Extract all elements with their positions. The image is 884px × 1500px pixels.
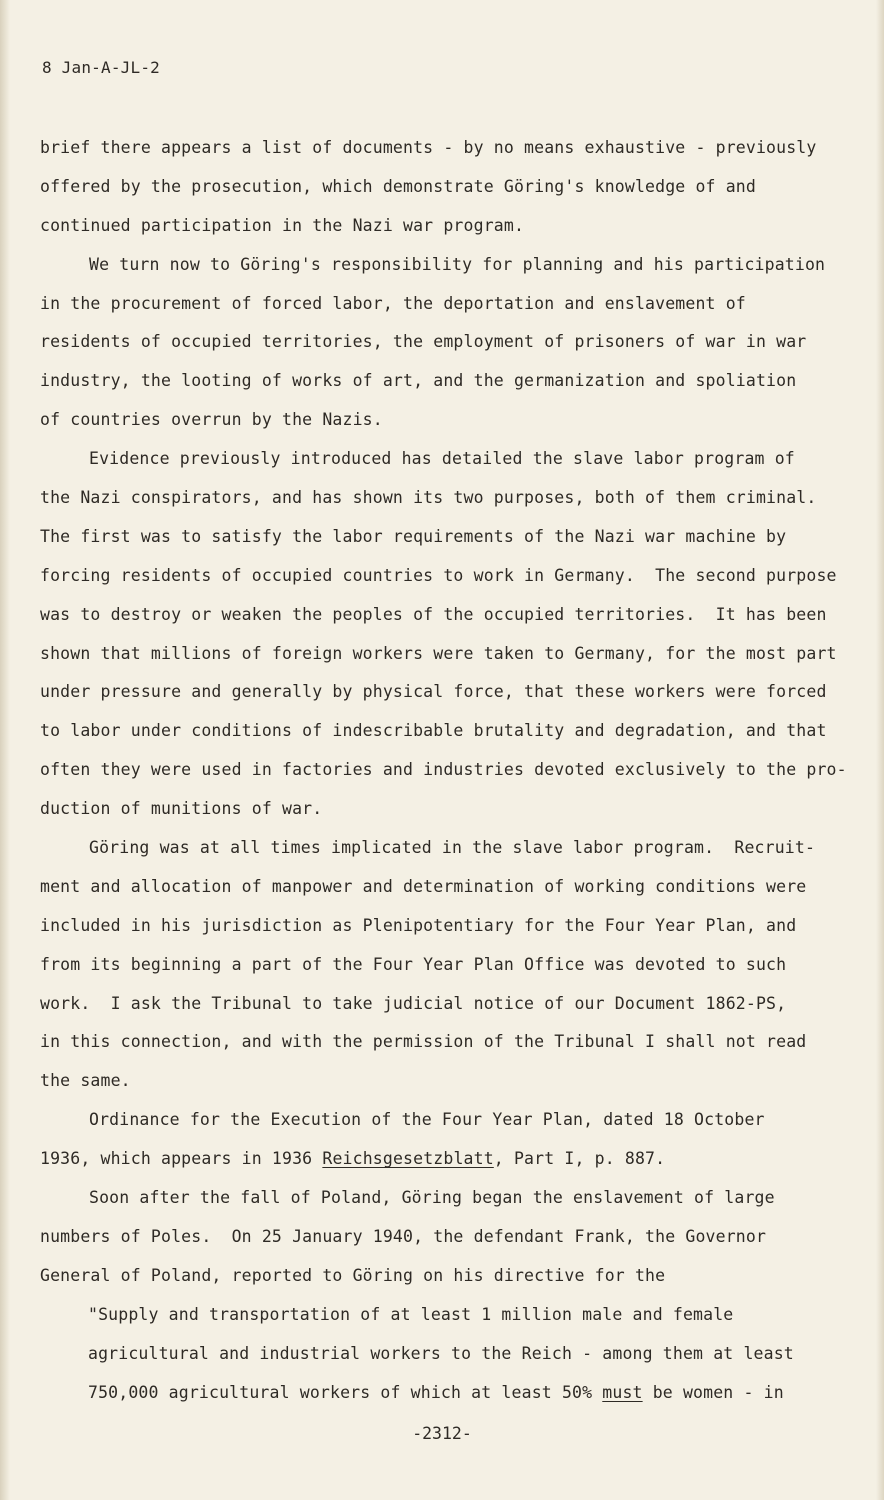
body-text: [40, 129, 847, 1412]
text-line: industry, the looting of works of art, and the germanization and spoliation: [40, 371, 797, 391]
page-number: -2312-: [412, 1424, 472, 1443]
text-line: in the procurement of forced labor, the deportation and enslavement of: [40, 293, 746, 313]
text-line: the Nazi conspirators, and has shown its two purposes, both of them criminal.: [40, 488, 817, 508]
text-line: We turn now to Göring's responsibility for planning and his participation: [89, 254, 826, 274]
text-line: forcing residents of occupied countries to work in Germany. The second purpose: [40, 565, 837, 585]
quote-line: agricultural and industrial workers to the Reich - among them at least: [88, 1343, 794, 1363]
text-line: numbers of Poles. On 25 January 1940, the defendant Frank, the Governor: [40, 1226, 767, 1246]
document-id: 8 Jan-A-JL-2: [42, 58, 160, 77]
text-line: Göring was at all times implicated in the slave labor program. Recruit-: [89, 838, 816, 858]
text-segment: , Part I, p. 887.: [493, 1149, 666, 1169]
text-line: in this connection, and with the permission of the Tribunal I shall not read: [40, 1032, 807, 1052]
text-line: often they were used in factories and industries devoted exclusively to the pro-: [40, 760, 847, 780]
text-line: continued participation in the Nazi war program.: [40, 215, 525, 235]
text-line: included in his jurisdiction as Plenipotentiary for the Four Year Plan, and: [40, 915, 797, 935]
text-segment: be women - in: [642, 1382, 784, 1402]
text-line: offered by the prosecution, which demonstrate Göring's knowledge of and: [40, 176, 756, 196]
quote-line: "Supply and transportation of at least 1 million male and female: [88, 1304, 734, 1324]
text-line: under pressure and generally by physical force, that these workers were forced: [40, 682, 827, 702]
text-line: Ordinance for the Execution of the Four Year Plan, dated 18 October: [89, 1110, 765, 1130]
text-line: ment and allocation of manpower and determination of working conditions were: [40, 876, 807, 896]
text-line: duction of munitions of war.: [40, 799, 323, 819]
text-line: work. I ask the Tribunal to take judicial notice of our Document 1862-PS,: [40, 993, 787, 1013]
text-line: brief there appears a list of documents - by no means exhaustive - previously: [40, 138, 817, 157]
text-line: was to destroy or weaken the peoples of the occupied territories. It has been: [40, 604, 827, 624]
text-line: from its beginning a part of the Four Year Plan Office was devoted to such: [40, 954, 787, 974]
text-line: residents of occupied territories, the employment of prisoners of war in war: [40, 332, 807, 352]
text-line: Soon after the fall of Poland, Göring began the enslavement of large: [89, 1188, 775, 1208]
text-line: [40, 1140, 830, 1179]
quote-line: [40, 1374, 830, 1413]
text-line: General of Poland, reported to Göring on his directive for the: [40, 1265, 666, 1285]
underlined-citation: Reichsgesetzblatt: [322, 1149, 494, 1169]
text-line: the same.: [40, 1071, 131, 1091]
text-segment: 750,000 agricultural workers of which at least 50%: [88, 1382, 603, 1402]
text-line: shown that millions of foreign workers were taken to Germany, for the most part: [40, 643, 837, 663]
text-line: of countries overrun by the Nazis.: [40, 410, 383, 430]
text-line: to labor under conditions of indescribable brutality and degradation, and that: [40, 721, 827, 741]
text-line: Evidence previously introduced has detailed the slave labor program of: [89, 449, 795, 469]
text-segment: 1936, which appears in 1936: [40, 1149, 323, 1169]
text-line: The first was to satisfy the labor requirements of the Nazi war machine by: [40, 526, 787, 546]
underlined-word: must: [602, 1382, 643, 1402]
